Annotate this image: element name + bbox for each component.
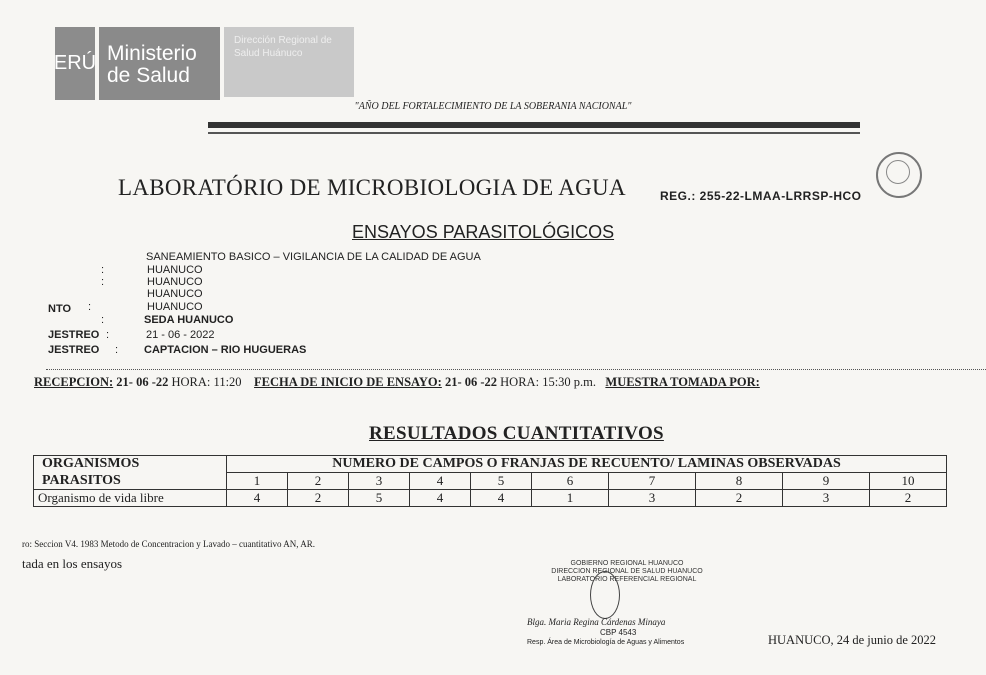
header-rule-thin — [208, 132, 860, 134]
col-header: 8 — [696, 473, 783, 490]
seal-stamp-inner — [886, 160, 910, 184]
row-label: Organismo de vida libre — [34, 490, 227, 507]
stamp-line-1: GOBIERNO REGIONAL HUANUCO — [570, 560, 684, 567]
logo-ministry-block — [99, 27, 220, 100]
field-sep-5: : — [106, 329, 110, 341]
row-value: 5 — [349, 490, 410, 507]
col-header: 9 — [783, 473, 870, 490]
field-sep-1: : — [101, 264, 105, 276]
logo-country-text: ERÚ — [53, 52, 97, 74]
start-hour: 15:30 p.m. — [542, 375, 597, 389]
header-rule-thick — [208, 122, 860, 128]
field-sep-3: : — [88, 301, 92, 313]
col-header: 7 — [609, 473, 696, 490]
field-sep-4: : — [101, 314, 105, 326]
stamp-line-3: LABORATORIO REFERENCIAL REGIONAL — [557, 576, 697, 583]
stamp-line-2: DIRECCION REGIONAL DE SALUD HUANUCO — [551, 568, 703, 575]
logo-direction-text: Dirección Regional de Salud Huánuco — [234, 35, 332, 59]
signature-stamp — [527, 560, 727, 584]
lab-title: LABORATÓRIO DE MICROBIOLOGIA DE AGUA — [118, 175, 626, 200]
field-sep-2: : — [101, 276, 105, 288]
table-header-row — [34, 456, 947, 473]
row-value: 3 — [609, 490, 696, 507]
field-label-3: NTO — [48, 303, 72, 315]
field-value-6: CAPTACION – RIO HUGUERAS — [144, 344, 307, 356]
logo-country-block — [55, 27, 95, 100]
row-value: 4 — [471, 490, 532, 507]
table-row — [34, 490, 947, 507]
col-header: 10 — [870, 473, 947, 490]
row-value: 3 — [783, 490, 870, 507]
logo-ministry-text: Ministerio de Salud — [107, 42, 197, 87]
reception-date: 21- 06 -22 — [116, 375, 169, 389]
dotted-separator — [46, 369, 986, 370]
table-subheader-row — [34, 473, 947, 490]
field-value-2: HUANUCO — [147, 276, 203, 288]
col-header: 1 — [227, 473, 288, 490]
header-span: NUMERO DE CAMPOS O FRANJAS DE RECUENTO/ LAMINAS OBSERVADAS — [227, 456, 947, 473]
row-value: 4 — [227, 490, 288, 507]
reception-label: RECEPCION: — [34, 375, 114, 389]
col-header: 5 — [471, 473, 532, 490]
start-hour-label: HORA: — [500, 375, 540, 389]
reception-line — [34, 375, 760, 390]
results-title: RESULTADOS CUANTITATIVOS — [369, 423, 664, 444]
col-header: 3 — [349, 473, 410, 490]
signer-cbp: CBP 4543 — [600, 628, 637, 637]
reception-hour-label: HORA: — [171, 375, 211, 389]
col-header: 4 — [410, 473, 471, 490]
col-header: 6 — [532, 473, 609, 490]
document-date: HUANUCO, 24 de junio de 2022 — [768, 633, 937, 647]
field-value-3: HUANUCO — [147, 301, 203, 313]
field-value-3-extra: HUANUCO — [147, 288, 203, 300]
report-subtitle: ENSAYOS PARASITOLÓGICOS — [352, 222, 615, 242]
field-value-0: SANEAMIENTO BASICO – VIGILANCIA DE LA CALIDAD DE AGUA — [146, 251, 481, 263]
row-value: 4 — [410, 490, 471, 507]
signer-name: Blga. Maria Regina Cárdenas Minaya — [527, 617, 666, 627]
col-header: 2 — [288, 473, 349, 490]
used-note: tada en los ensayos — [22, 556, 123, 571]
header-parasites: PARASITOS — [34, 473, 227, 490]
row-value: 1 — [532, 490, 609, 507]
field-label-5: JESTREO — [48, 329, 100, 341]
signer-role: Resp. Área de Microbiología de Aguas y Alimentos — [527, 639, 685, 646]
field-sep-6: : — [115, 344, 119, 356]
start-date-label: FECHA DE INICIO DE ENSAYO: — [254, 375, 442, 389]
sample-taken-label: MUESTRA TOMADA POR: — [605, 375, 760, 389]
field-value-5: 21 - 06 - 2022 — [146, 329, 215, 341]
reception-hour: 11:20 — [213, 375, 242, 389]
registration-number: REG.: 255-22-LMAA-LRRSP-HCO — [660, 189, 862, 203]
method-note: ro: Seccion V4. 1983 Metodo de Concentracion y Lavado – cuantitativo AN, AR. — [22, 539, 316, 549]
field-label-6: JESTREO — [48, 344, 100, 356]
logo-direction-block — [224, 27, 354, 97]
field-value-1: HUANUCO — [147, 264, 203, 276]
row-value: 2 — [696, 490, 783, 507]
signature-scribble — [590, 571, 620, 619]
results-table — [33, 455, 947, 507]
row-value: 2 — [288, 490, 349, 507]
field-value-4: SEDA HUANUCO — [144, 314, 234, 326]
row-value: 2 — [870, 490, 947, 507]
year-motto: "AÑO DEL FORTALECIMIENTO DE LA SOBERANIA NACIONAL" — [354, 101, 632, 112]
start-date: 21- 06 -22 — [444, 375, 498, 389]
header-organisms: ORGANISMOS — [34, 456, 227, 473]
